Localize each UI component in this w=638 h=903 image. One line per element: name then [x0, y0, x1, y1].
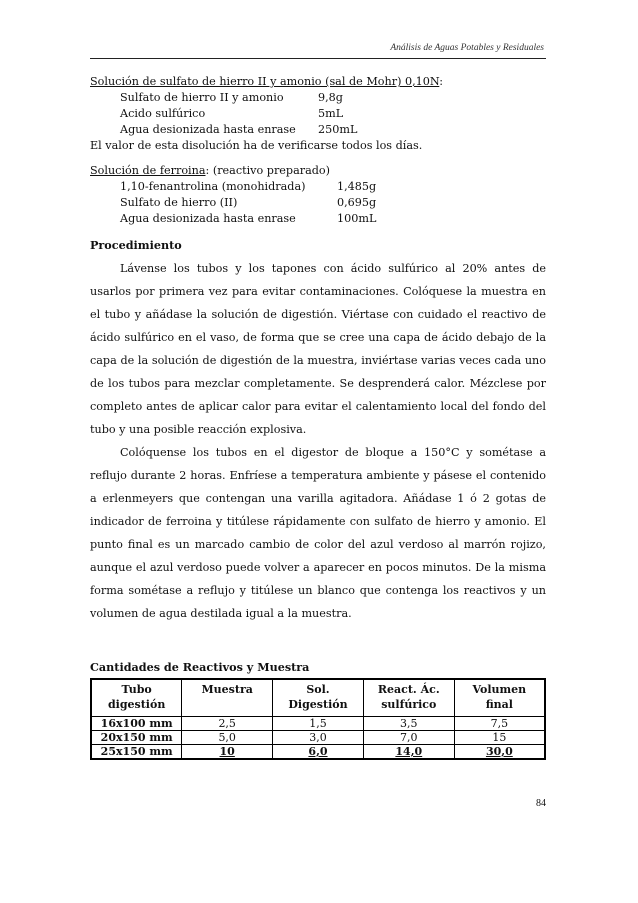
table-row — [91, 717, 545, 731]
paragraph: Colóquense los tubos en el digestor de bloque a 150°C y sométase a reflujo durante 2 horas. Enfríese a temperatura ambiente y pásese el contenido a erlenmeyers que contengan una varilla agitadora. Añádase 1 ó 2 gotas de indicador de ferroina y titúlese rápidamente con sulfato de hierro y amonio. El punto final es un marcado cambio de color del azul verdoso al marrón rojizo, aunque el azul verdoso puede volver a aparecer en pocos minutos. De la misma forma sométase a reflujo y titúlese un blanco que contenga los reactivos y un volumen de agua destilada igual a la muestra. — [90, 446, 546, 620]
mohr-item-value: 9,8g — [318, 91, 343, 104]
mohr-note: El valor de esta disolución ha de verificarse todos los días. — [90, 139, 423, 152]
table-row — [91, 731, 545, 745]
table-cell: 3,5 — [363, 717, 454, 731]
mohr-title: Solución de sulfato de hierro II y amonio (sal de Mohr) 0,10N — [90, 75, 440, 88]
table-cell: 5,0 — [182, 731, 273, 745]
table-cell: 30,0 — [454, 745, 545, 760]
mohr-item-name: Sulfato de hierro II y amonio — [120, 91, 284, 104]
table-cell: 16x100 mm — [91, 717, 182, 731]
ferroina-title: Solución de ferroina — [90, 164, 206, 177]
ferroina-item-value: 100mL — [337, 212, 377, 225]
table-cell: 14,0 — [363, 745, 454, 760]
table-cell: 7,5 — [454, 717, 545, 731]
mohr-item-value: 250mL — [318, 123, 358, 136]
ferroina-title-rest: : (reactivo preparado) — [205, 164, 331, 177]
table-cell: 6,0 — [273, 745, 364, 760]
mohr-title-line — [90, 74, 546, 90]
ferroina-item — [90, 195, 546, 211]
table-cell: 10 — [182, 745, 273, 760]
header-rule — [90, 58, 546, 59]
header-cell: Sol. Digestión — [273, 679, 364, 717]
mohr-item-value: 5mL — [318, 107, 344, 120]
mohr-item-name: Acido sulfúrico — [120, 107, 206, 120]
page-content — [90, 74, 546, 760]
table-cell: 3,0 — [273, 731, 364, 745]
table-title: Cantidades de Reactivos y Muestra — [90, 660, 310, 674]
ferroina-item-value: 0,695g — [337, 196, 377, 209]
mohr-item — [90, 90, 546, 106]
table-header-row — [91, 679, 545, 717]
mohr-item — [90, 122, 546, 138]
ferroina-item — [90, 211, 546, 227]
procedimiento-heading: Procedimiento — [90, 238, 182, 252]
page-number: 84 — [536, 798, 546, 809]
running-header: Análisis de Aguas Potables y Residuales — [390, 43, 544, 53]
ferroina-item-value: 1,485g — [337, 180, 377, 193]
table-cell: 7,0 — [363, 731, 454, 745]
paragraph: Lávense los tubos y los tapones con ácido sulfúrico al 20% antes de usarlos por primera vez para evitar contaminaciones. Colóquese la muestra en el tubo y añádase la solución de digestión. Viértase con cuidado el reactivo de ácido sulfúrico en el vaso, de forma que se cree una capa de ácido debajo de la capa de la solución de digestión de la muestra, inviértase varias veces cada uno de los tubos para mezclar completamente. Se desprenderá calor. Mézclese por completo antes de aplicar calor para evitar el calentamiento local del fondo del tubo y una posible reacción explosiva. — [90, 262, 546, 436]
header-cell: Volumen final — [454, 679, 545, 717]
ferroina-item-name: Agua desionizada hasta enrase — [120, 212, 296, 225]
table-cell: 1,5 — [273, 717, 364, 731]
mohr-item-name: Agua desionizada hasta enrase — [120, 123, 296, 136]
table-cell: 20x150 mm — [91, 731, 182, 745]
mohr-title-colon: : — [439, 75, 444, 88]
table-cell: 25x150 mm — [91, 745, 182, 760]
table-row — [91, 745, 545, 760]
ferroina-item-name: Sulfato de hierro (II) — [120, 196, 238, 209]
procedimiento-body — [90, 257, 546, 625]
header-cell: React. Ác. sulfúrico — [363, 679, 454, 717]
mohr-item — [90, 106, 546, 122]
table-cell: 15 — [454, 731, 545, 745]
ferroina-title-line — [90, 163, 546, 179]
reagents-table — [90, 678, 546, 760]
header-cell: Tubo digestión — [91, 679, 182, 717]
ferroina-item — [90, 179, 546, 195]
header-cell: Muestra — [182, 679, 273, 717]
table-cell: 2,5 — [182, 717, 273, 731]
ferroina-item-name: 1,10-fenantrolina (monohidrada) — [120, 180, 306, 193]
